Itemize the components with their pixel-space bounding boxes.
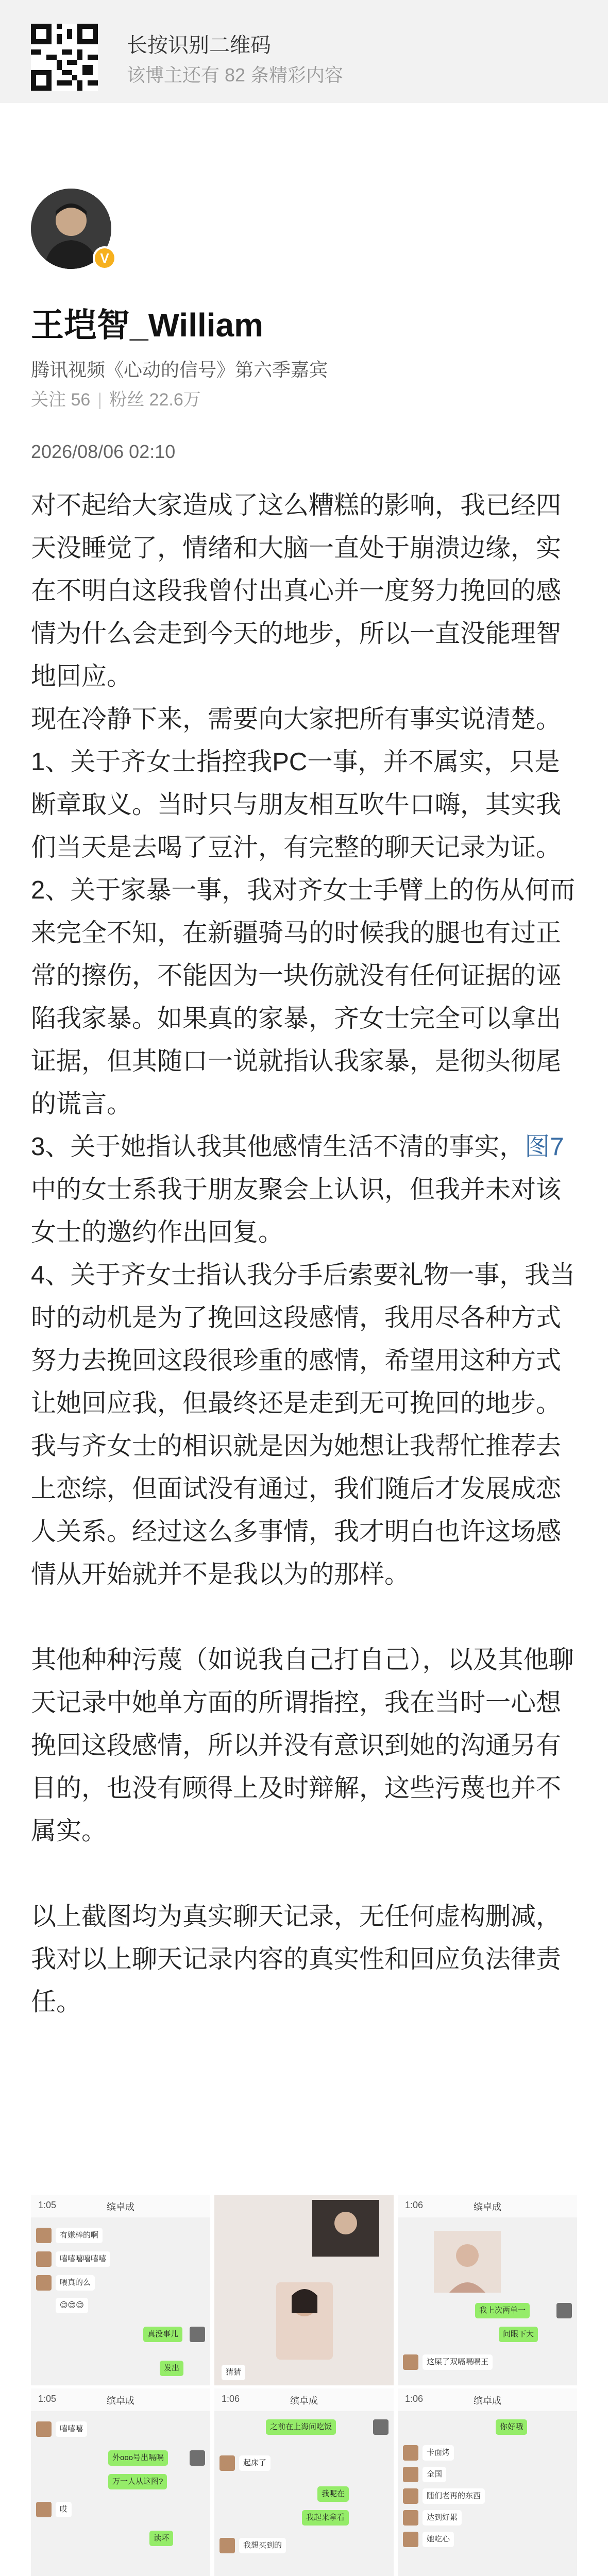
chat-bubble: 嘻嘻嘻嘻嘻嘻 <box>56 2251 110 2267</box>
chat-bubble: 喂真的么 <box>56 2275 95 2291</box>
chat-screenshot-1[interactable]: 1:05 缤卓成 有嫌棒的啊 嘻嘻嘻嘻嘻嘻 喂真的么 😊😊😊 真没事儿 发出 <box>31 2195 210 2385</box>
chat-screenshot-5[interactable]: 1:06 缤卓成 之前在上海问吃饭 起床了 我呢在 我起来拿看 我想买到的 <box>214 2388 394 2576</box>
qr-banner <box>0 0 608 103</box>
chat-avatar-icon <box>36 2228 52 2243</box>
chat-emoji: 😊😊😊 <box>56 2298 88 2313</box>
chat-bubble: 真没事儿 <box>143 2327 182 2342</box>
post-body <box>31 484 578 2024</box>
chat-bubble: 她吃心 <box>423 2532 454 2547</box>
chat-screenshot-6[interactable]: 1:06 缤卓成 你好哦 卡面烤 全国 随们老再的东西 达到好累 她吃心 <box>398 2388 577 2576</box>
chat-avatar-icon <box>373 2419 389 2435</box>
chat-avatar-icon <box>36 2251 52 2267</box>
post-paragraph: 2、关于家暴一事，我对齐女士手臂上的伤从何而来完全不知，在新疆骑马的时候我的腿也有过正常的擦伤，不能因为一块伤就没有任何证据的诬陷我家暴。如果真的家暴，齐女士完全可以拿出证据，但其随口一说就指认我家暴，是彻头彻尾的谎言。 <box>31 876 576 1118</box>
chat-bubble: 发出 <box>160 2361 183 2376</box>
post-paragraph: 我与齐女士的相识就是因为她想让我帮忙推荐去上恋综，但面试没有通过，我们随后才发展成恋人关系。经过这么多事情，我才明白也许这场感情从开始就并不是我以为的那样。 <box>31 1432 562 1588</box>
chat-bubble: 卡面烤 <box>423 2445 454 2461</box>
follow-count[interactable]: 关注 56 <box>31 390 91 410</box>
chat-bubble: 哎 <box>56 2502 72 2517</box>
post-paragraph: 以上截图均为真实聊天记录，无任何虚构删减，我对以上聊天记录内容的真实性和回应负法律责任。 <box>31 1903 562 2016</box>
post-date: 2026/08/06 02:10 <box>31 441 176 462</box>
profile-name[interactable]: 王垲智_William <box>31 307 264 344</box>
fans-count[interactable]: 粉丝 22.6万 <box>109 390 201 410</box>
chat-bubble: 嘻嘻嘻 <box>56 2421 87 2437</box>
chat-avatar-icon <box>403 2354 418 2370</box>
chat-bubble: 万一人从这图? <box>108 2474 167 2489</box>
post-paragraph: 对不起给大家造成了这么糟糕的影响，我已经四天没睡觉了，情绪和大脑一直处于崩溃边缘，实在不明白这段我曾付出真心并一度努力挽回的感情为什么会走到今天的地步，所以一直没能理智地回应。 <box>31 492 562 690</box>
chat-avatar-icon <box>219 2538 235 2553</box>
chat-bubble: 我起来拿看 <box>302 2510 349 2526</box>
chat-screenshot-2[interactable] <box>214 2195 394 2385</box>
chat-screenshot-3[interactable]: 1:06 缤卓成 我上次两单一 问眼下大 这屎了双嗝嗝嗝王 <box>398 2195 577 2385</box>
image-grid <box>31 2195 577 2576</box>
post-paragraph: 4、关于齐女士指认我分手后索要礼物一事，我当时的动机是为了挽回这段感情，我用尽各种方式努力去挽回这段很珍重的感情，希望用这种方式让她回应我，但最终还是走到无可挽回的地步。 <box>31 1261 576 1417</box>
chat-avatar-icon <box>190 2450 205 2466</box>
chat-bubble: 读坏 <box>149 2531 173 2546</box>
profile-stats: 关注 56 | 粉丝 22.6万 <box>31 390 201 410</box>
chat-bubble: 随们老再的东西 <box>423 2488 485 2504</box>
chat-bubble: 有嫌棒的啊 <box>56 2228 103 2243</box>
chat-bubble: 起床了 <box>239 2455 271 2471</box>
chat-bubble: 之前在上海问吃饭 <box>266 2419 336 2435</box>
image-reference-link[interactable]: 图7 <box>525 1133 564 1161</box>
qr-code-icon[interactable] <box>31 24 98 91</box>
chat-avatar-icon <box>403 2445 418 2461</box>
post-paragraph: 3、关于她指认我其他感情生活不清的事实，图7中的女士系我于朋友聚会上认识，但我并未对该女士的邀约作出回复。 <box>31 1133 564 1246</box>
post-paragraph: 1、关于齐女士指控我PC一事，并不属实，只是断章取义。当时只与朋友相互吹牛口嗨，其实我们当天是去喝了豆汁，有完整的聊天记录为证。 <box>31 748 562 861</box>
chat-bubble: 外ooo号出嗝嗝 <box>108 2450 168 2466</box>
chat-bubble: 猜猜 <box>222 2365 245 2380</box>
chat-bubble: 这屎了双嗝嗝嗝王 <box>423 2354 493 2370</box>
chat-avatar-icon <box>36 2502 52 2517</box>
chat-bubble: 我想买到的 <box>239 2538 286 2553</box>
chat-bubble: 我呢在 <box>317 2486 349 2502</box>
banner-subtitle: 该博主还有 82 条精彩内容 <box>127 64 344 86</box>
chat-screenshot-4[interactable]: 1:05 缤卓成 嘻嘻嘻 外ooo号出嗝嗝 万一人从这图? 哎 读坏 <box>31 2388 210 2576</box>
profile-verification: 腾讯视频《心动的信号》第六季嘉宾 <box>31 359 328 380</box>
chat-bubble: 你好哦 <box>496 2419 527 2435</box>
chat-avatar-icon <box>403 2532 418 2547</box>
post-paragraph: 现在冷静下来，需要向大家把所有事实说清楚。 <box>31 705 562 733</box>
chat-bubble: 全国 <box>423 2467 446 2482</box>
chat-avatar-icon <box>403 2488 418 2504</box>
chat-bubble: 问眼下大 <box>499 2327 538 2342</box>
post-paragraph: 其他种种污蔑（如说我自己打自己），以及其他聊天记录中她单方面的所谓指控，我在当时一心想挽回这段感情，所以并没有意识到她的沟通另有目的，也没有顾得上及时辩解，这些污蔑也并不属实。 <box>31 1646 574 1845</box>
chat-bubble: 达到好累 <box>423 2510 462 2526</box>
chat-avatar-icon <box>403 2467 418 2482</box>
chat-avatar-icon <box>36 2275 52 2291</box>
chat-avatar-icon <box>36 2421 52 2437</box>
chat-avatar-icon <box>219 2455 235 2471</box>
chat-avatar-icon <box>190 2327 205 2342</box>
chat-avatar-icon <box>556 2303 572 2318</box>
verified-badge-icon: V <box>93 246 116 270</box>
chat-bubble: 我上次两单一 <box>475 2303 530 2318</box>
chat-avatar-icon <box>403 2510 418 2526</box>
banner-title: 长按识别二维码 <box>127 34 271 57</box>
